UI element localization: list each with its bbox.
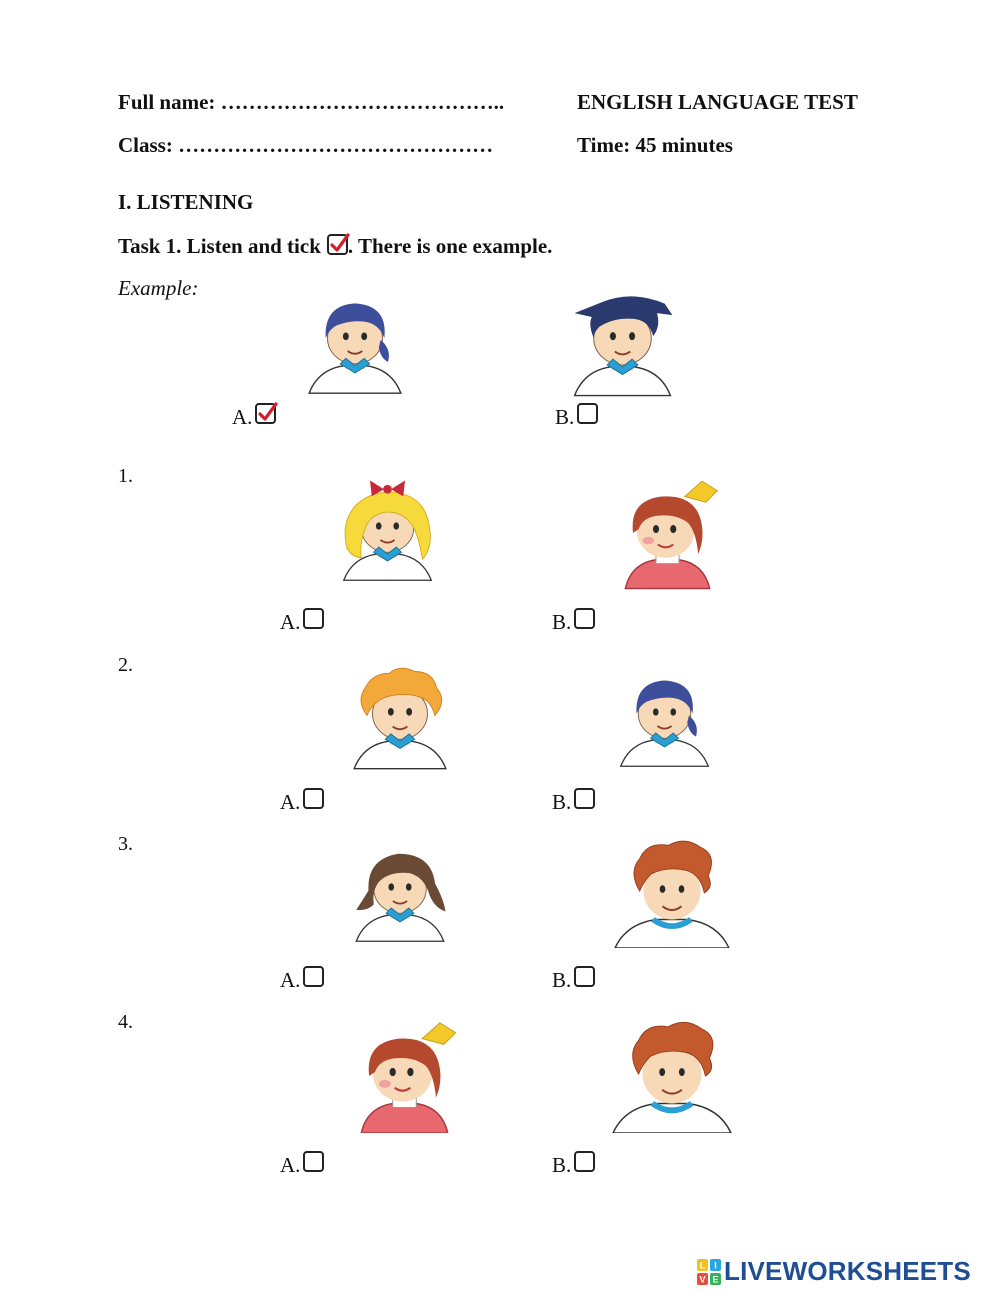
- girl-brown-hair-icon: [345, 838, 455, 943]
- question-1-option-b-label: B.: [552, 610, 572, 634]
- class-field[interactable]: Class: ………………………………………: [118, 133, 494, 157]
- task-suffix: . There is one example.: [347, 234, 553, 258]
- task-instruction: [118, 234, 552, 259]
- example-option-b[interactable]: [555, 405, 598, 430]
- girl-blonde-bow-icon: [335, 472, 440, 587]
- logo-mark-letter-l: L: [699, 1260, 706, 1270]
- question-2-checkbox-a[interactable]: [303, 788, 324, 809]
- question-4-number: 4.: [118, 1011, 133, 1033]
- full-name-field[interactable]: Full name: …………………………………..: [118, 90, 505, 114]
- question-4-option-b-label: B.: [552, 1153, 572, 1177]
- question-1-option-a[interactable]: [280, 610, 324, 635]
- example-label: Example:: [118, 276, 199, 300]
- question-3-number: 3.: [118, 833, 133, 855]
- girl-auburn-yellow-bow-icon: [342, 1015, 467, 1133]
- logo-text: LIVEWORKSHEETS: [724, 1256, 971, 1286]
- example-checkbox-b[interactable]: [577, 403, 598, 424]
- example-boy-navy-hair-icon: [565, 280, 680, 400]
- question-2-option-b-label: B.: [552, 790, 572, 814]
- tick-icon: [256, 401, 280, 425]
- question-4-option-a[interactable]: [280, 1153, 324, 1178]
- question-2-checkbox-b[interactable]: [574, 788, 595, 809]
- example-option-b-label: B.: [555, 405, 575, 429]
- logo-mark-letter-v: V: [699, 1274, 706, 1284]
- question-2-option-a[interactable]: [280, 790, 324, 815]
- question-1-option-a-label: A.: [280, 610, 301, 634]
- boy-ginger-curly-hair-icon: [608, 834, 736, 948]
- question-1-option-b[interactable]: [552, 610, 595, 635]
- boy-ginger-curly-hair-icon: [608, 1015, 736, 1133]
- question-4-option-b[interactable]: [552, 1153, 595, 1178]
- example-checkbox-a[interactable]: [255, 403, 276, 424]
- logo-mark-icon: [697, 1259, 721, 1285]
- question-1-checkbox-a[interactable]: [303, 608, 324, 629]
- question-2-number: 2.: [118, 654, 133, 676]
- question-3-option-b-label: B.: [552, 968, 572, 992]
- question-4-checkbox-a[interactable]: [303, 1151, 324, 1172]
- time-label: Time: 45 minutes: [577, 133, 733, 157]
- example-girl-blue-hair-icon: [300, 280, 410, 400]
- logo-mark-letter-e: E: [712, 1274, 719, 1284]
- girl-auburn-yellow-bow-icon: [610, 472, 725, 590]
- question-2-option-b[interactable]: [552, 790, 595, 815]
- boy-orange-curly-hair-icon: [345, 658, 455, 773]
- question-4-option-a-label: A.: [280, 1153, 301, 1177]
- question-3-checkbox-a[interactable]: [303, 966, 324, 987]
- example-option-a[interactable]: [232, 405, 276, 430]
- logo-mark-letter-i: I: [714, 1260, 717, 1270]
- girl-blue-hair-icon: [612, 658, 717, 773]
- question-3-option-a-label: A.: [280, 968, 301, 992]
- question-2-option-a-label: A.: [280, 790, 301, 814]
- task-prefix: Task 1. Listen and tick: [118, 234, 321, 258]
- question-3-checkbox-b[interactable]: [574, 966, 595, 987]
- tick-sample-icon: [327, 234, 348, 255]
- question-3-option-a[interactable]: [280, 968, 324, 993]
- example-option-a-label: A.: [232, 405, 253, 429]
- question-3-option-b[interactable]: [552, 968, 595, 993]
- question-4-checkbox-b[interactable]: [574, 1151, 595, 1172]
- question-1-checkbox-b[interactable]: [574, 608, 595, 629]
- test-title: ENGLISH LANGUAGE TEST: [577, 90, 858, 114]
- question-1-number: 1.: [118, 465, 133, 487]
- section-title: I. LISTENING: [118, 190, 254, 214]
- liveworksheets-logo: [697, 1256, 971, 1287]
